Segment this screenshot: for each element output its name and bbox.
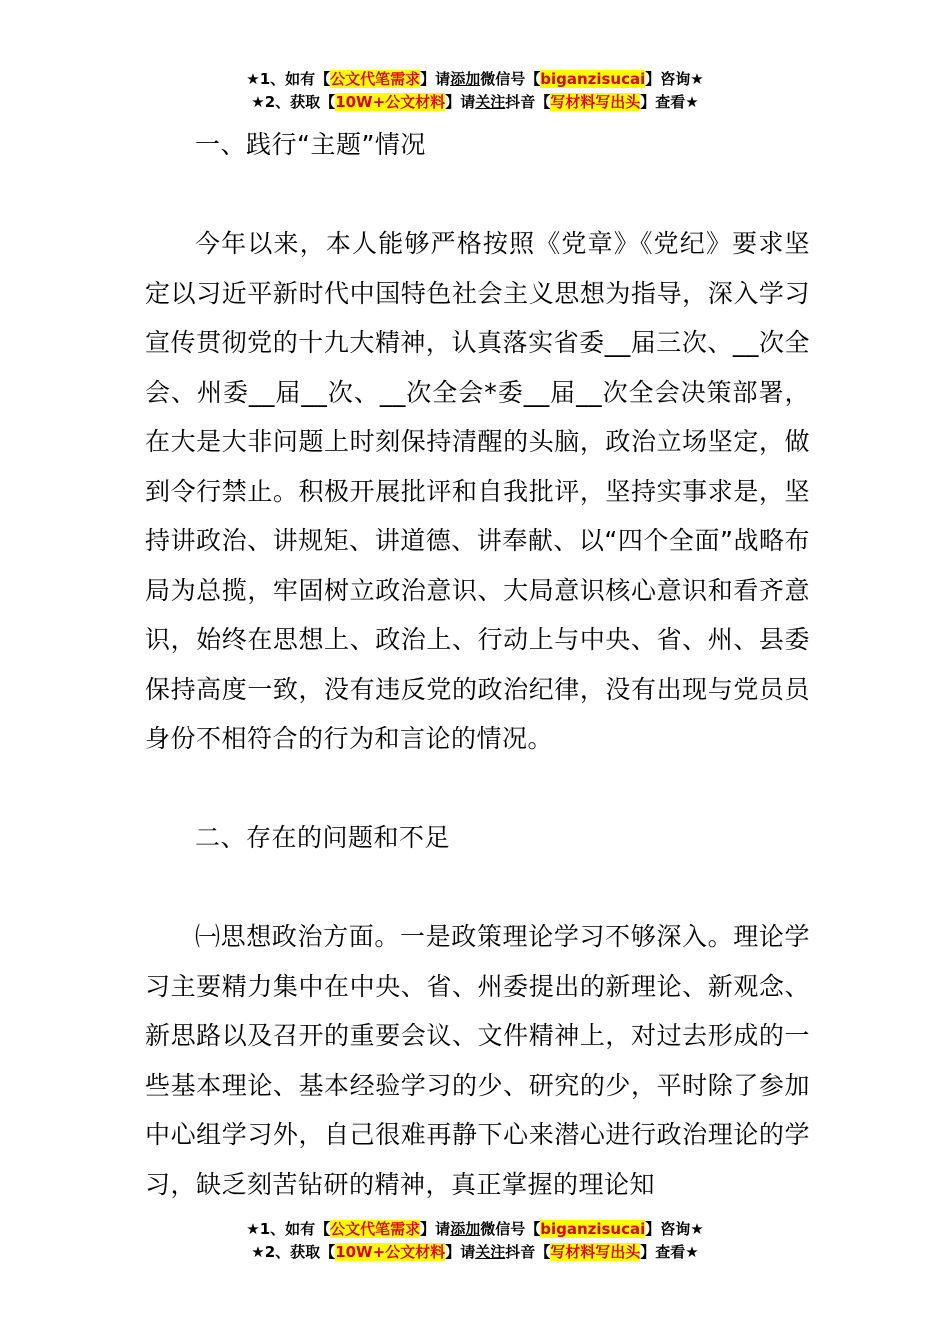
document-body — [145, 120, 810, 1209]
promo-banner-bottom — [0, 1218, 950, 1264]
section-paragraph: ㈠思想政治方面。一是政策理论学习不够深入。理论学习主要精力集中在中央、省、州委提出的新理论、新观念、新思路以及召开的重要会议、文件精神上，对过去形成的一些基本理论、基本经验学习的少、研究的少，平时除了参加中心组学习外，自己很难再静下心来潜心进行政治理论的学习，缺乏刻苦钻研的精神，真正掌握的理论知 — [145, 922, 810, 1199]
section-paragraph: 今年以来，本人能够严格按照《党章》《党纪》要求坚定以习近平新时代中国特色社会主义思想为指导，深入学习宣传贯彻党的十九大精神，认真落实省委__届三次、__次全会、州委__届__次、__次全会*委__届__次全会决策部署，在大是大非问题上时刻保持清醒的头脑，政治立场坚定，做到令行禁止。积极开展批评和自我批评，坚持实事求是，坚持讲政治、讲规矩、讲道德、讲奉献、以“四个全面”战略布局为总揽，牢固树立政治意识、大局意识核心意识和看齐意识，始终在思想上、政治上、行动上与中央、省、州、县委保持高度一致，没有违反党的政治纪律，没有出现与党员员身份不相符合的行为和言论的情况。 — [145, 229, 810, 753]
douyin-account: 写材料写出头 — [550, 93, 641, 111]
promo-highlight: 公文代笔需求 — [330, 1220, 421, 1238]
section-heading: 二、存在的问题和不足 — [195, 823, 451, 852]
wechat-id: biganzisucai — [540, 1220, 646, 1238]
promo-line-1: ★1、如有【公文代笔需求】请添加微信号【biganzisucai】咨询★ — [246, 70, 704, 88]
promo-highlight: 公文代笔需求 — [330, 70, 421, 88]
promo-banner-top — [0, 68, 950, 114]
promo-highlight: 10W+公文材料 — [335, 1243, 446, 1261]
promo-highlight: 10W+公文材料 — [335, 93, 446, 111]
promo-line-2: ★2、获取【10W+公文材料】请关注抖音【写材料写出头】查看★ — [251, 1243, 699, 1261]
promo-line-2: ★2、获取【10W+公文材料】请关注抖音【写材料写出头】查看★ — [251, 93, 699, 111]
promo-line-1: ★1、如有【公文代笔需求】请添加微信号【biganzisucai】咨询★ — [246, 1220, 704, 1238]
douyin-account: 写材料写出头 — [550, 1243, 641, 1261]
section-heading: 一、践行“主题”情况 — [195, 130, 426, 159]
wechat-id: biganzisucai — [540, 70, 646, 88]
